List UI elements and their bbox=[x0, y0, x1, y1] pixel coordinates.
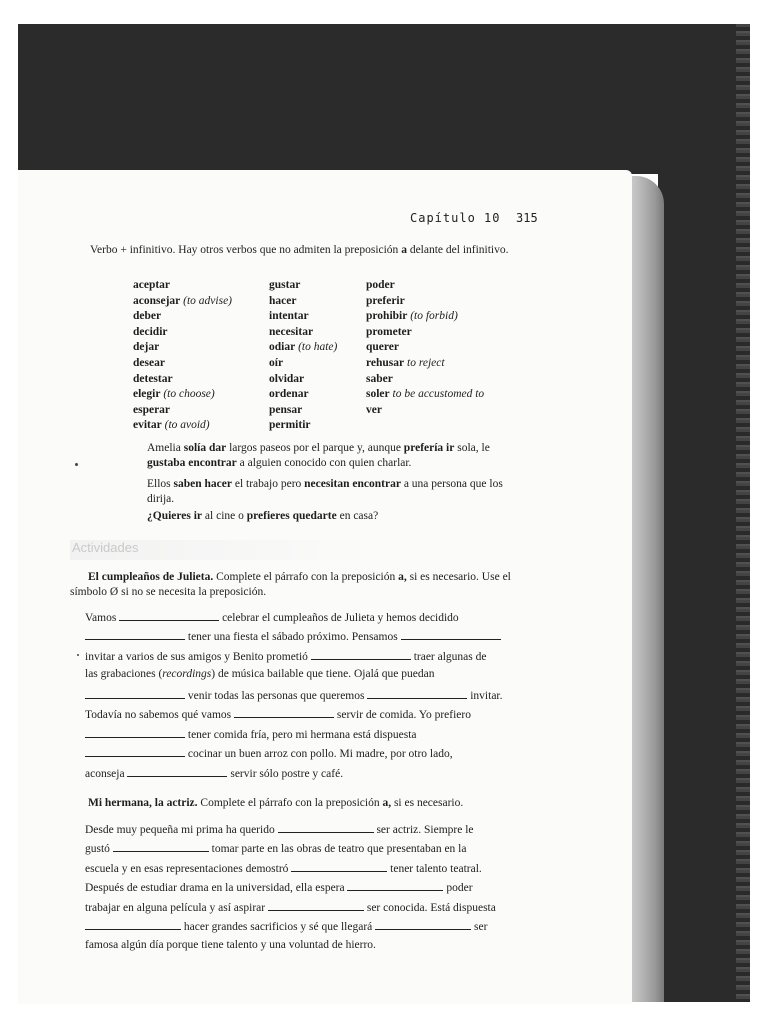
verb-word: ver bbox=[366, 403, 382, 416]
scan-speck bbox=[75, 463, 78, 466]
verb-entry bbox=[133, 372, 232, 388]
answer-blank[interactable] bbox=[268, 900, 364, 911]
verb-word: aconsejar bbox=[133, 294, 181, 307]
exercise-2-instructions: Mi hermana, la actriz. Complete el párrafo con la preposición a, si es necesario. bbox=[88, 797, 464, 809]
verb-entry bbox=[269, 340, 337, 356]
verb-entry bbox=[269, 387, 337, 403]
verb-word: preferir bbox=[366, 294, 405, 307]
page-number: 315 bbox=[516, 211, 538, 225]
answer-blank[interactable] bbox=[113, 841, 209, 852]
verb-entry bbox=[269, 372, 337, 388]
verb-gloss: (to choose) bbox=[163, 388, 215, 401]
verb-entry bbox=[133, 309, 232, 325]
verb-entry bbox=[133, 418, 232, 434]
intro-paragraph: Verbo + infinitivo. Hay otros verbos que no admiten la preposición a delante del infinitivo. bbox=[90, 244, 509, 256]
answer-blank[interactable] bbox=[375, 919, 471, 930]
verb-entry bbox=[366, 403, 484, 419]
verb-entry bbox=[269, 325, 337, 341]
answer-blank[interactable] bbox=[127, 766, 227, 777]
verb-word: ordenar bbox=[269, 388, 309, 401]
scan-speck bbox=[77, 654, 79, 656]
verb-word: soler bbox=[366, 388, 390, 401]
verb-word: gustar bbox=[269, 279, 301, 291]
verb-word: esperar bbox=[133, 403, 171, 416]
verb-entry bbox=[366, 340, 484, 356]
verb-word: olvidar bbox=[269, 372, 305, 385]
verb-entry bbox=[366, 325, 484, 341]
scan-background-top bbox=[18, 24, 750, 174]
answer-blank[interactable] bbox=[85, 919, 181, 930]
answer-blank[interactable] bbox=[401, 629, 501, 640]
scan-background-texture bbox=[736, 24, 750, 1002]
answer-blank[interactable] bbox=[234, 707, 334, 718]
verb-gloss: (to advise) bbox=[183, 294, 232, 307]
example-1: Amelia solía dar largos paseos por el parque y, aunque prefería ir sola, le gustaba encontrar a alguien conocido con quien charlar. bbox=[147, 442, 490, 469]
verb-word: decidir bbox=[133, 325, 168, 338]
chapter-header: Capítulo 10 bbox=[410, 211, 501, 225]
answer-blank[interactable] bbox=[347, 880, 443, 891]
verb-entry bbox=[133, 356, 232, 372]
answer-blank[interactable] bbox=[85, 727, 185, 738]
verb-entry bbox=[366, 372, 484, 388]
verb-word: poder bbox=[366, 279, 395, 291]
verb-word: prometer bbox=[366, 325, 412, 338]
exercise-1-instructions: El cumpleaños de Julieta. Complete el párrafo con la preposición a, si es necesario. Use el símbolo Ø si no se necesita la preposición. bbox=[70, 571, 511, 598]
answer-blank[interactable] bbox=[367, 688, 467, 699]
verb-entry bbox=[269, 418, 337, 434]
verb-column-3 bbox=[366, 278, 484, 418]
verb-entry bbox=[269, 294, 337, 310]
verb-word: intentar bbox=[269, 310, 309, 323]
verb-word: elegir bbox=[133, 388, 161, 401]
verb-gloss: to be accustomed to bbox=[392, 388, 485, 401]
verb-word: permitir bbox=[269, 419, 311, 432]
answer-blank[interactable] bbox=[291, 861, 387, 872]
verb-entry bbox=[366, 356, 484, 372]
verb-word: pensar bbox=[269, 403, 303, 416]
verb-entry bbox=[133, 325, 232, 341]
verb-entry bbox=[366, 278, 484, 294]
verb-entry bbox=[269, 309, 337, 325]
verb-entry bbox=[366, 294, 484, 310]
verb-word: rehusar bbox=[366, 356, 405, 369]
verb-word: hacer bbox=[269, 294, 297, 307]
answer-blank[interactable] bbox=[85, 688, 185, 699]
verb-gloss: (to hate) bbox=[298, 341, 338, 354]
verb-entry bbox=[133, 278, 232, 294]
verb-word: detestar bbox=[133, 372, 173, 385]
verb-entry bbox=[269, 356, 337, 372]
verb-gloss: (to forbid) bbox=[410, 310, 458, 323]
verb-entry bbox=[133, 294, 232, 310]
verb-word: querer bbox=[366, 341, 400, 354]
answer-blank[interactable] bbox=[311, 649, 411, 660]
answer-blank[interactable] bbox=[85, 746, 185, 757]
actividades-heading: Actividades bbox=[70, 540, 372, 560]
verb-word: necesitar bbox=[269, 325, 314, 338]
verb-word: aceptar bbox=[133, 279, 171, 291]
verb-gloss: to reject bbox=[407, 356, 445, 369]
answer-blank[interactable] bbox=[119, 610, 219, 621]
verb-word: desear bbox=[133, 356, 165, 369]
verb-column-2 bbox=[269, 278, 337, 434]
verb-word: oír bbox=[269, 356, 284, 369]
verb-entry bbox=[133, 340, 232, 356]
verb-word: prohibir bbox=[366, 310, 408, 323]
verb-gloss: (to avoid) bbox=[164, 419, 210, 432]
answer-blank[interactable] bbox=[278, 822, 374, 833]
verb-entry bbox=[133, 387, 232, 403]
verb-word: odiar bbox=[269, 341, 296, 354]
verb-word: deber bbox=[133, 310, 162, 323]
verb-word: evitar bbox=[133, 419, 162, 432]
exercise-1-paragraph: Vamos celebrar el cumpleaños de Julieta y hemos decidido tener una fiesta el sábado próximo. Pensamos invitar a varios de sus amigos y Benito prometió traer algunas de las grabaciones (recordings) de música bailable que tiene. Ojalá que puedan venir todas las personas que queremos invitar. Todavía no sabemos qué vamos servir de comida. Yo prefiero tener comida fría, pero mi hermana está dispuesta cocinar un buen arroz con pollo. Mi madre, por otro lado, aconseja servir sólo postre y café. bbox=[85, 612, 503, 780]
verb-word: dejar bbox=[133, 341, 160, 354]
verb-entry bbox=[366, 309, 484, 325]
answer-blank[interactable] bbox=[85, 629, 185, 640]
exercise-2-paragraph: Desde muy pequeña mi prima ha querido ser actriz. Siempre le gustó tomar parte en las obras de teatro que presentaban en la escuela y en esas representaciones demostró tener talento teatral. Después de estudiar drama en la universidad, ella espera poder trabajar en alguna película y así aspirar ser conocida. Está dispuesta hacer grandes sacrificios y sé que llegará ser famosa algún día porque tiene talento y una voluntad de hierro. bbox=[85, 824, 496, 951]
verb-word: saber bbox=[366, 372, 393, 385]
verb-entry bbox=[269, 278, 337, 294]
verb-entry bbox=[133, 403, 232, 419]
example-2: Ellos saben hacer el trabajo pero necesitan encontrar a una persona que los dirija. bbox=[147, 478, 503, 505]
verb-entry bbox=[366, 387, 484, 403]
verb-entry bbox=[269, 403, 337, 419]
example-3: ¿Quieres ir al cine o prefieres quedarte en casa? bbox=[147, 510, 379, 522]
verb-column-1 bbox=[133, 278, 232, 434]
